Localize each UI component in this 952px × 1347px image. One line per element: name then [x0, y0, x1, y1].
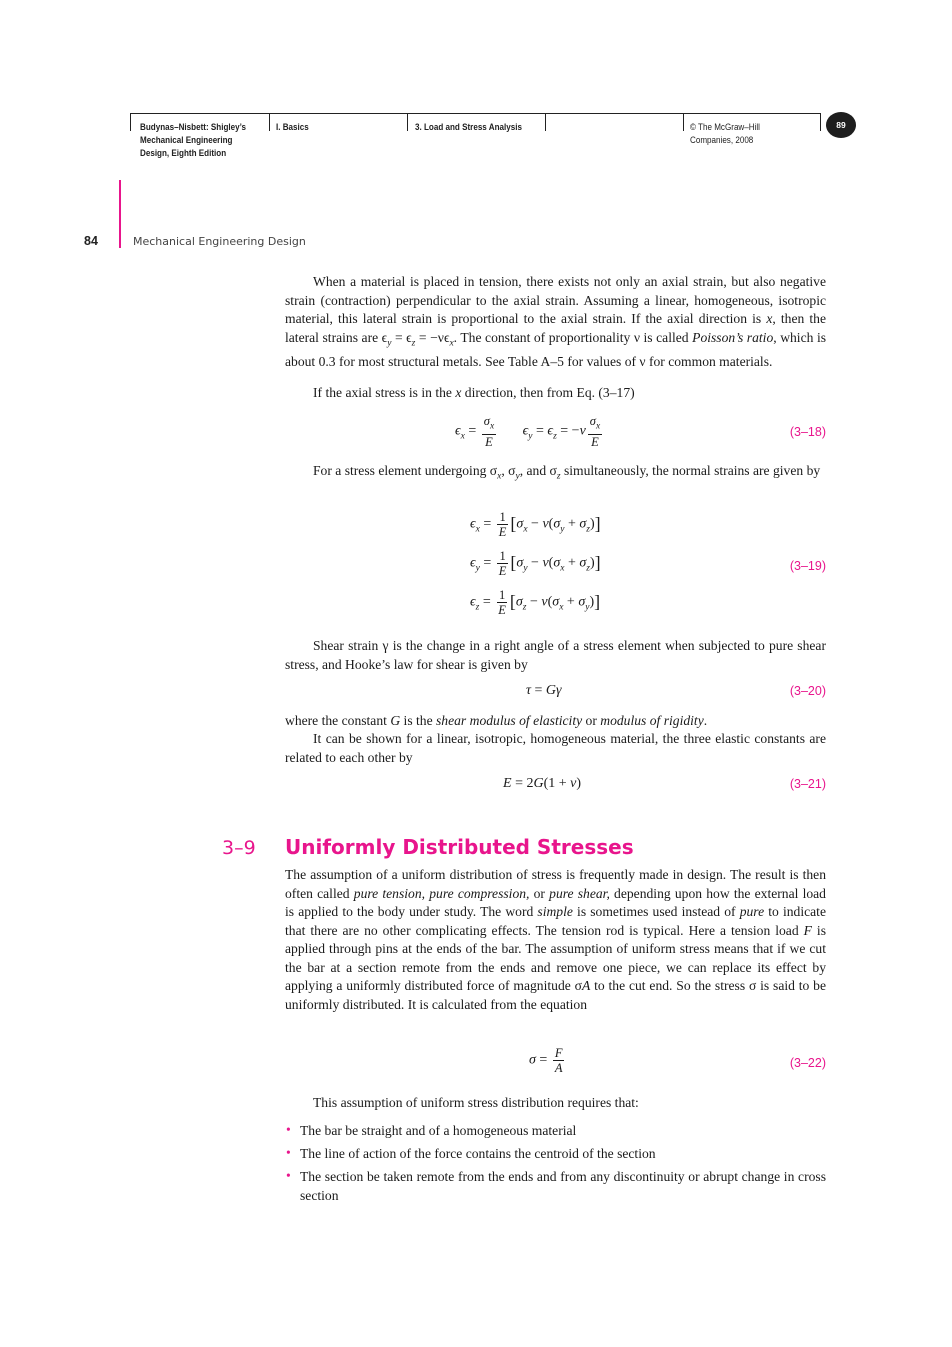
header-book-title: Budynas–Nisbett: Shigley’s Mechanical Engineering Design, Eighth Edition [140, 122, 247, 159]
header-divider [130, 113, 131, 131]
equation-3-19-y: $\epsilon_y$ = $\frac{1}{E}$ $[\sigma_y - \nu(\sigma_x + \sigma_z)]$ [470, 549, 601, 578]
paragraph-elastic-constants: It can be shown for a linear, isotropic, homogeneous material, the three elastic constants are related to each other by [285, 731, 826, 765]
bullet-marker: • [286, 1145, 291, 1160]
bullet-marker: • [286, 1122, 291, 1137]
paragraph-shear-strain: Shear strain γ is the change in a right angle of a stress element when subjected to pure shear stress, and Hooke’s law for shear is given by [285, 638, 826, 672]
bullet-item: The line of action of the force contains the centroid of the section [300, 1146, 656, 1161]
section-title: Uniformly Distributed Stresses [285, 835, 634, 859]
equation-number: (3–18) [789, 425, 826, 439]
paragraph-normal-strains: For a stress element undergoing $\sigma_x$, $\sigma_y$, and $\sigma_z$ simultaneously, the normal strains are given by [313, 463, 821, 482]
paragraph-poisson: When a material is placed in tension, there exists not only an axial strain, but also negative strain (contraction) perpendicular to the axial strain. Assuming a linear, homogeneous, isotropic material, this lateral strain is proportional to the axial strain. If the axial direction is x, then the lateral strains are $\epsilon_y = \epsilon_z = -\nu\epsilon_x$. The constant of proportionality ν is called Poisson’s ratio, which is about 0.3 for most structural metals. See Table A–5 for values of ν for common materials. [285, 274, 827, 369]
bullet-item: The bar be straight and of a homogeneous material [300, 1123, 577, 1138]
header-publisher: © The McGraw–Hill Companies, 2008 [690, 122, 760, 146]
equation-3-20: τ = Gγ [526, 683, 562, 698]
bullet-marker: • [286, 1168, 291, 1183]
paragraph-requirements: This assumption of uniform stress distribution requires that: [313, 1095, 639, 1110]
header-divider [407, 113, 408, 131]
paragraph-axial-stress: If the axial stress is in the x direction, then from Eq. (3–17) [313, 385, 635, 400]
equation-3-22: σ = $\frac{F}{A}$ [529, 1046, 563, 1075]
header-chapter: 3. Load and Stress Analysis [415, 122, 522, 133]
header-divider [269, 113, 270, 131]
equation-3-19-z: $\epsilon_z$ = $\frac{1}{E}$ $[\sigma_z - \nu(\sigma_x + \sigma_y)]$ [470, 588, 601, 617]
header-divider [683, 113, 684, 131]
paragraph-uniform-stress: The assumption of a uniform distribution of stress is frequently made in design. The result is then often called pure tension, pure compression, or pure shear, depending upon how the external load is applied to the body under study. The word simple is sometimes used instead of pure to indicate that there are no other complicating effects. The tension rod is typical. Here a tension load F is applied through pins at the ends of the bar. The assumption of uniform stress means that if we cut the bar at a section remote from the ends and remove one piece, we can replace its effect by applying a uniformly distributed force of magnitude σA to the cut end. So the stress σ is said to be uniformly distributed. It is calculated from the equation [285, 867, 827, 1012]
equation-number: (3–19) [789, 559, 826, 573]
equation-3-19-x: $\epsilon_x$ = $\frac{1}{E}$ $[\sigma_x - \nu(\sigma_y + \sigma_z)]$ [470, 510, 601, 539]
header-divider [545, 113, 546, 131]
paragraph-shear-modulus: where the constant G is the shear modulus of elasticity or modulus of rigidity. [285, 713, 708, 728]
page-number: 84 [84, 234, 98, 248]
equation-number: (3–22) [789, 1056, 826, 1070]
header-part: I. Basics [276, 122, 309, 133]
equation-3-18: $\epsilon_x$ = $\frac{\sigma_x}{E}$ $\epsilon_y = \epsilon_z = -\nu$ $\frac{\sigma_x}{E}$ [455, 414, 601, 449]
running-title: Mechanical Engineering Design [133, 235, 306, 248]
equation-3-21: E = 2G(1 + ν) [503, 776, 582, 791]
folio-rule [119, 180, 121, 248]
section-number: 3–9 [222, 837, 256, 859]
sheet-number-badge: 89 [826, 112, 856, 138]
header-divider [820, 113, 821, 131]
equation-number: (3–20) [789, 684, 826, 698]
equation-number: (3–21) [789, 777, 826, 791]
bullet-item: The section be taken remote from the ends and from any discontinuity or abrupt change in cross section [300, 1169, 826, 1203]
